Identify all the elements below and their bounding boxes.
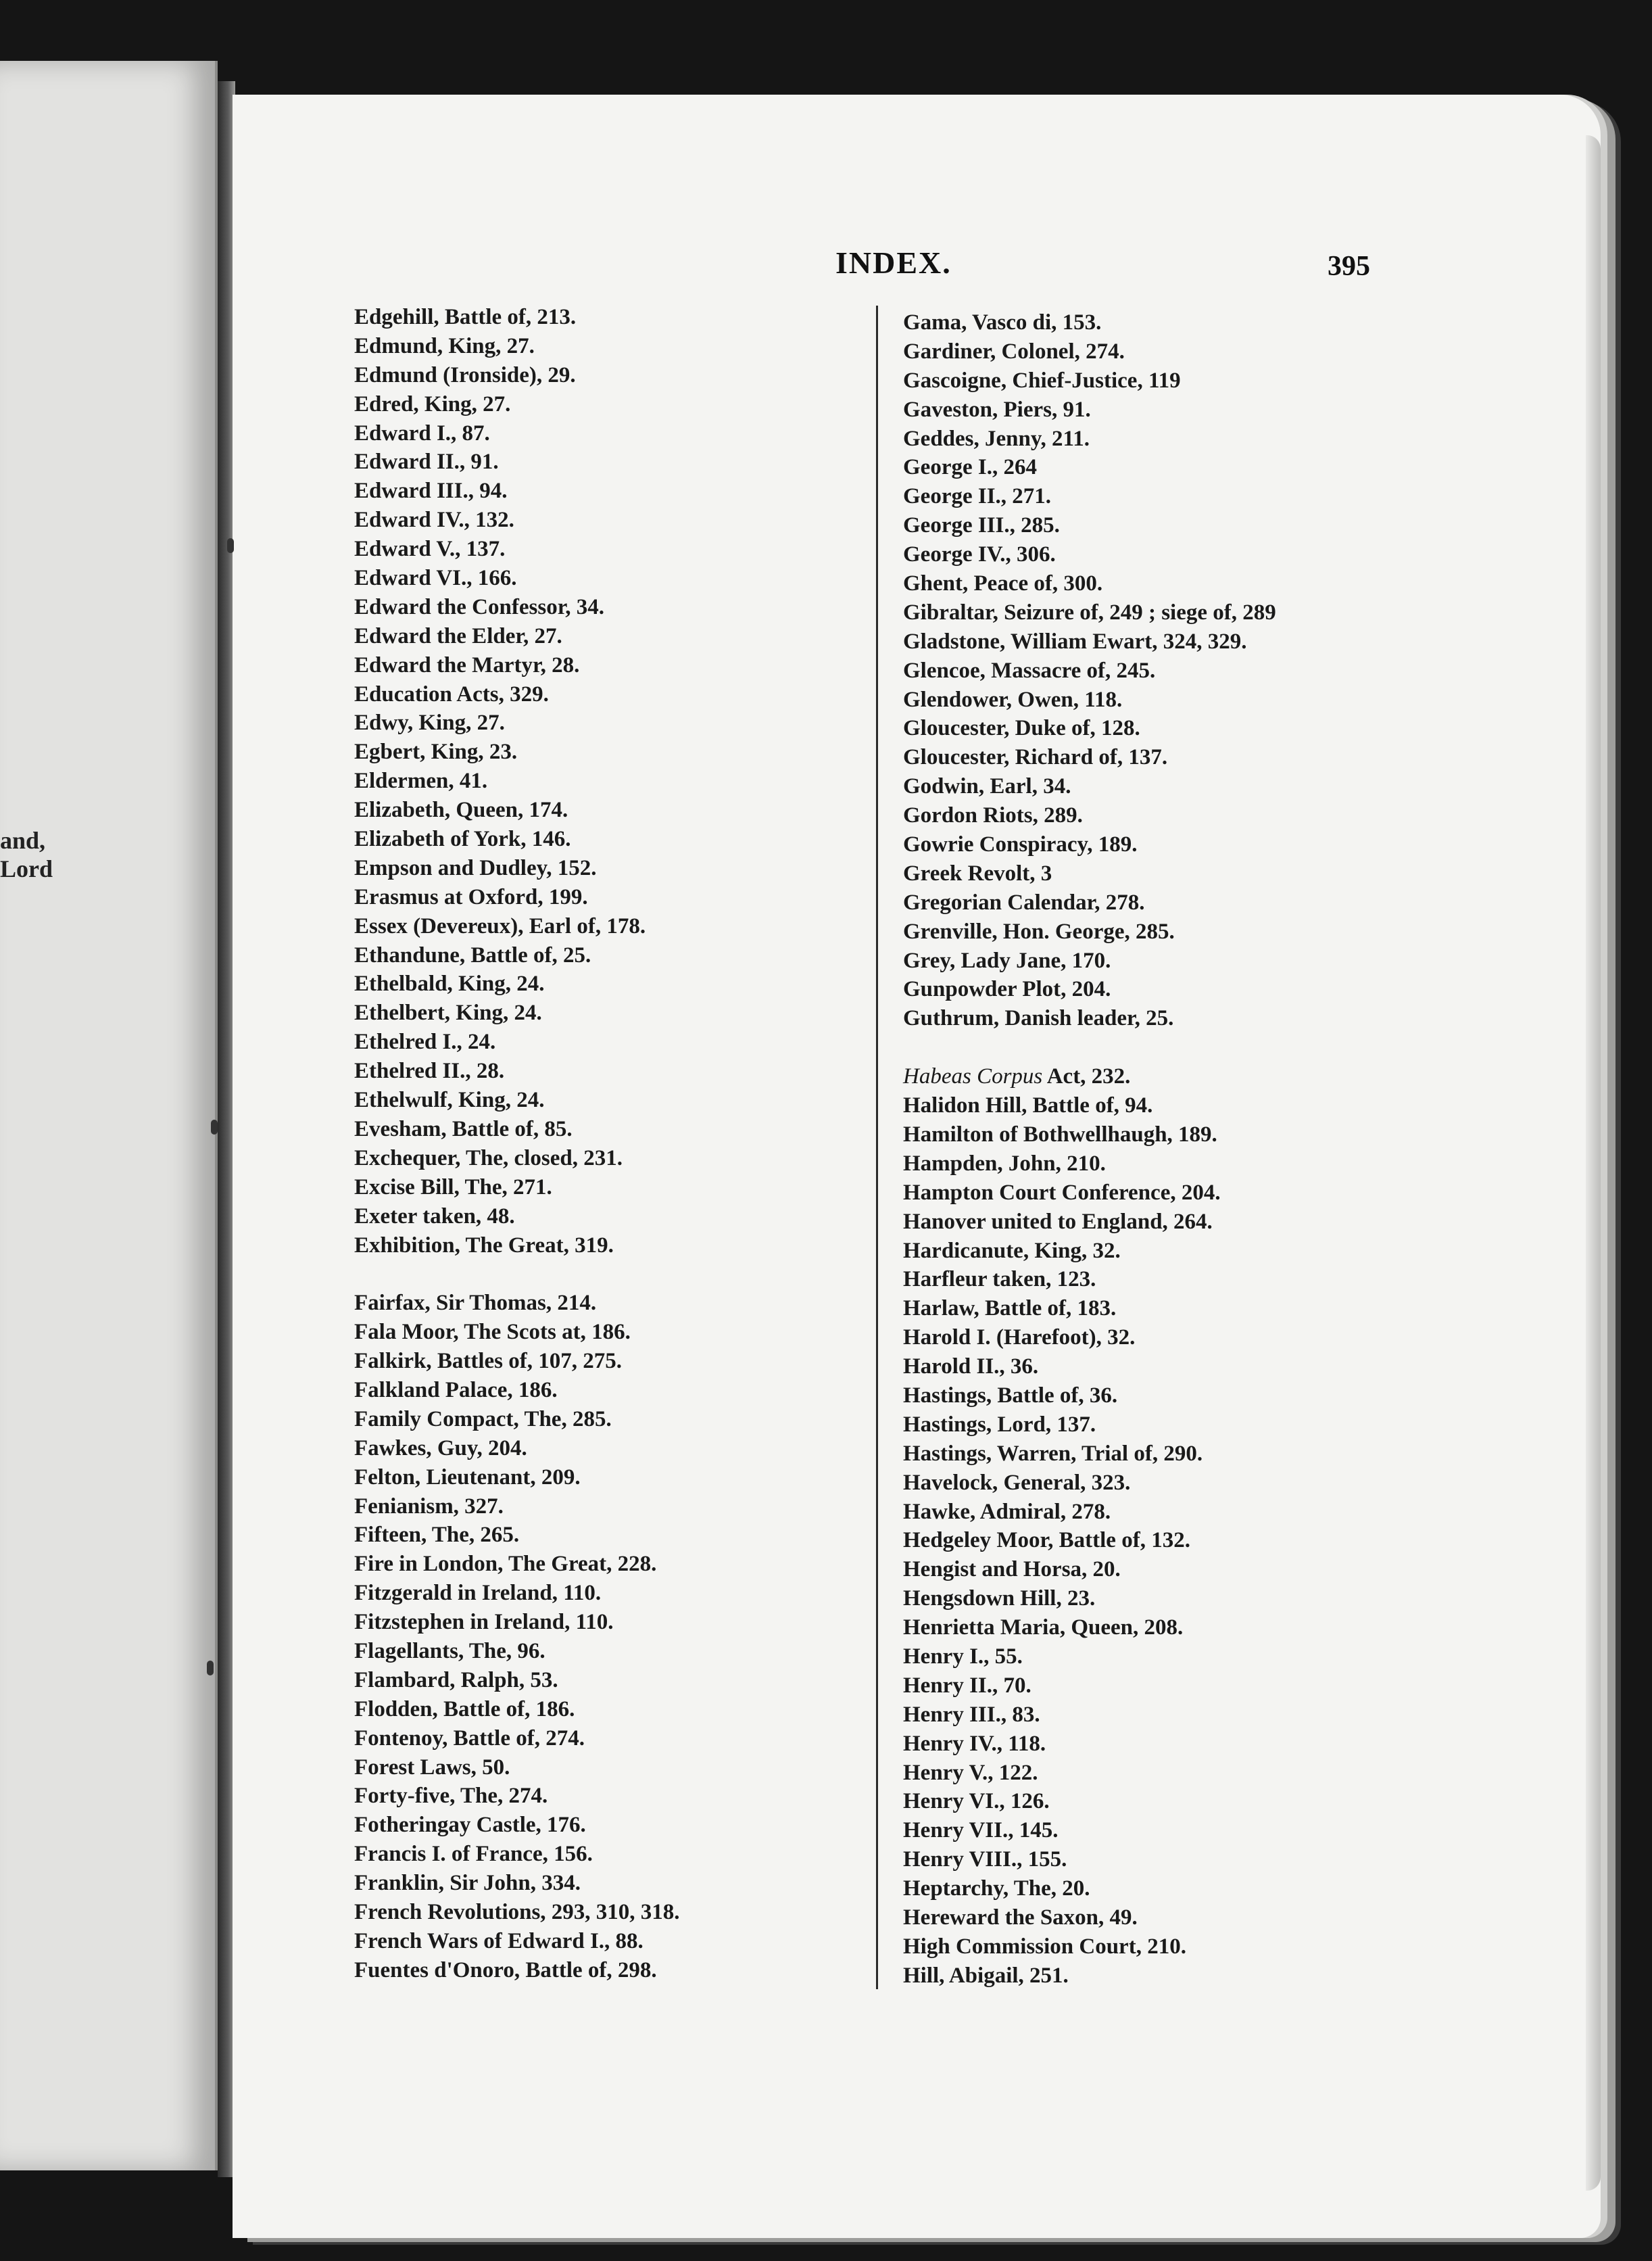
index-entry: Edward the Elder, 27. (354, 623, 562, 648)
index-entry: Hill, Abigail, 251. (903, 1963, 1069, 1988)
index-entry: Godwin, Earl, 34. (903, 774, 1071, 799)
index-entry: Gowrie Conspiracy, 189. (903, 832, 1138, 857)
italic-term: Habeas Corpus (903, 1064, 1043, 1089)
index-entry: Gloucester, Duke of, 128. (903, 716, 1140, 741)
facing-page-line: and, (0, 827, 46, 854)
index-entry: Edward the Martyr, 28. (354, 652, 580, 677)
index-entry: Empson and Dudley, 152. (354, 855, 597, 880)
index-entry: Havelock, General, 323. (903, 1470, 1131, 1495)
facing-page-line: Lord (0, 855, 53, 882)
index-entry: Francis I. of France, 156. (354, 1842, 593, 1867)
index-entry: Henry V., 122. (903, 1760, 1038, 1785)
index-section-gap (903, 1033, 1417, 1062)
index-entry: Fitzgerald in Ireland, 110. (354, 1581, 602, 1606)
index-entry: Franklin, Sir John, 334. (354, 1871, 581, 1896)
index-entry: French Wars of Edward I., 88. (354, 1928, 643, 1953)
index-entry: Gordon Riots, 289. (903, 803, 1083, 828)
index-entry: Ethelbald, King, 24. (354, 972, 545, 997)
index-entry: French Revolutions, 293, 310, 318. (354, 1899, 680, 1924)
facing-page (0, 61, 218, 2170)
index-entry: Hanover united to England, 264. (903, 1209, 1213, 1234)
index-entry: Flambard, Ralph, 53. (354, 1667, 558, 1692)
index-entry (903, 1062, 1417, 1091)
index-entry: Edward the Confessor, 34. (354, 594, 605, 619)
index-entry: Ethelwulf, King, 24. (354, 1088, 545, 1113)
index-entry: Henry III., 83. (903, 1702, 1040, 1727)
index-entry: Greek Revolt, 3 (903, 861, 1052, 886)
index-entry: Gaveston, Piers, 91. (903, 397, 1091, 422)
index-entry: Gama, Vasco di, 153. (903, 310, 1102, 335)
index-entry: Edward II., 91. (354, 450, 499, 475)
index-entry: Hastings, Lord, 137. (903, 1412, 1096, 1437)
index-entry: Henry I., 55. (903, 1644, 1023, 1669)
index-entry: Edward IV., 132. (354, 508, 514, 533)
index-entry: Fawkes, Guy, 204. (354, 1435, 527, 1460)
index-entry: Falkirk, Battles of, 107, 275. (354, 1349, 622, 1374)
index-entry: Heptarchy, The, 20. (903, 1876, 1090, 1901)
index-entry: Ethelbert, King, 24. (354, 1001, 542, 1026)
index-entry: Glencoe, Massacre of, 245. (903, 658, 1156, 683)
index-section-gap (354, 1260, 854, 1289)
index-entry: Hengist and Horsa, 20. (903, 1557, 1121, 1582)
index-entry-text: Act, 232. (1046, 1064, 1131, 1089)
index-entry: Henry VII., 145. (903, 1818, 1059, 1843)
index-entry: Edward III., 94. (354, 479, 508, 504)
index-entry: Fenianism, 327. (354, 1494, 504, 1519)
index-entry: Grey, Lady Jane, 170. (903, 948, 1111, 973)
index-entry: Evesham, Battle of, 85. (354, 1116, 573, 1141)
index-entry: Exhibition, The Great, 319. (354, 1233, 614, 1258)
index-entry: Edmund (Ironside), 29. (354, 362, 576, 387)
index-entry: Hamilton of Bothwellhaugh, 189. (903, 1122, 1217, 1147)
index-entry: Fifteen, The, 265. (354, 1523, 520, 1548)
index-entry: George IV., 306. (903, 542, 1056, 567)
index-entry: Excise Bill, The, 271. (354, 1174, 552, 1199)
index-entry: Flagellants, The, 96. (354, 1638, 545, 1663)
index-column-left (354, 303, 854, 1985)
index-entry: Edward I., 87. (354, 421, 490, 446)
index-entry: Egbert, King, 23. (354, 740, 518, 765)
index-entry: High Commission Court, 210. (903, 1934, 1186, 1959)
index-entry: Fire in London, The Great, 228. (354, 1552, 657, 1577)
index-entry: Gascoigne, Chief-Justice, 119 (903, 368, 1181, 393)
index-entry: Hereward the Saxon, 49. (903, 1905, 1138, 1930)
index-entry: Glendower, Owen, 118. (903, 687, 1123, 712)
index-entry: Edgehill, Battle of, 213. (354, 305, 577, 329)
ink-speck (227, 538, 234, 553)
index-entry: Erasmus at Oxford, 199. (354, 884, 588, 909)
index-entry: Hawke, Admiral, 278. (903, 1499, 1111, 1524)
index-entry: Gunpowder Plot, 204. (903, 977, 1111, 1002)
index-entry: George III., 285. (903, 513, 1060, 538)
index-entry: Geddes, Jenny, 211. (903, 426, 1090, 451)
page-number: 395 (1328, 251, 1370, 282)
running-head: INDEX. (835, 245, 952, 280)
index-entry: Gibraltar, Seizure of, 249 ; siege of, 289 (903, 600, 1276, 625)
index-entry: Halidon Hill, Battle of, 94. (903, 1093, 1153, 1118)
index-entry: Hengsdown Hill, 23. (903, 1586, 1096, 1611)
index-entry: Felton, Lieutenant, 209. (354, 1465, 581, 1490)
index-entry: Fala Moor, The Scots at, 186. (354, 1320, 631, 1345)
index-entry: Henry VI., 126. (903, 1789, 1050, 1814)
index-entry: Grenville, Hon. George, 285. (903, 919, 1175, 944)
index-entry: Gladstone, William Ewart, 324, 329. (903, 629, 1247, 654)
index-entry: Forest Laws, 50. (354, 1755, 510, 1780)
index-entry: Eldermen, 41. (354, 769, 488, 794)
index-entry: Edred, King, 27. (354, 391, 511, 416)
index-entry: Harfleur taken, 123. (903, 1267, 1096, 1292)
index-entry: Harold I. (Harefoot), 32. (903, 1325, 1136, 1350)
index-entry: Education Acts, 329. (354, 682, 549, 707)
index-entry: Gregorian Calendar, 278. (903, 890, 1145, 915)
ink-speck (211, 1120, 218, 1135)
index-entry: Essex (Devereux), Earl of, 178. (354, 913, 646, 938)
index-entry: Ethelred II., 28. (354, 1059, 505, 1084)
index-entry: Fotheringay Castle, 176. (354, 1813, 586, 1838)
index-entry: Harlaw, Battle of, 183. (903, 1296, 1117, 1321)
index-entry: Fairfax, Sir Thomas, 214. (354, 1291, 597, 1316)
index-entry: Falkland Palace, 186. (354, 1377, 558, 1402)
index-entry: Gloucester, Richard of, 137. (903, 745, 1168, 770)
index-entry: Forty-five, The, 274. (354, 1784, 548, 1809)
index-entry: Exeter taken, 48. (354, 1204, 515, 1229)
index-entry: Exchequer, The, closed, 231. (354, 1145, 623, 1170)
ink-speck (207, 1661, 214, 1675)
index-entry: Henry VIII., 155. (903, 1847, 1067, 1872)
index-entry: George II., 271. (903, 484, 1052, 509)
index-entry: Hampden, John, 210. (903, 1151, 1106, 1176)
index-entry: Fontenoy, Battle of, 274. (354, 1726, 585, 1751)
index-entry: Family Compact, The, 285. (354, 1406, 612, 1431)
index-entry: Guthrum, Danish leader, 25. (903, 1006, 1174, 1031)
index-entry: George I., 264 (903, 455, 1037, 480)
index-entry: Ghent, Peace of, 300. (903, 571, 1103, 596)
index-entry: Edward V., 137. (354, 537, 506, 562)
index-entry: Edward VI., 166. (354, 566, 517, 591)
index-entry: Hastings, Battle of, 36. (903, 1383, 1118, 1408)
index-entry: Henry IV., 118. (903, 1731, 1046, 1756)
index-entry: Edmund, King, 27. (354, 333, 535, 358)
index-entry: Fuentes d'Onoro, Battle of, 298. (354, 1957, 657, 1982)
index-column-right (903, 308, 1417, 1991)
index-entry: Edwy, King, 27. (354, 711, 505, 736)
index-entry: Elizabeth of York, 146. (354, 827, 571, 852)
index-entry: Gardiner, Colonel, 274. (903, 339, 1125, 364)
index-entry: Henrietta Maria, Queen, 208. (903, 1615, 1184, 1640)
index-entry: Elizabeth, Queen, 174. (354, 798, 568, 823)
index-entry: Ethandune, Battle of, 25. (354, 943, 591, 968)
index-entry: Harold II., 36. (903, 1354, 1039, 1379)
index-entry: Henry II., 70. (903, 1673, 1031, 1698)
index-entry: Hastings, Warren, Trial of, 290. (903, 1441, 1203, 1466)
index-entry: Hardicanute, King, 32. (903, 1238, 1121, 1263)
index-entry: Ethelred I., 24. (354, 1030, 496, 1055)
index-entry: Hampton Court Conference, 204. (903, 1180, 1221, 1205)
index-entry: Hedgeley Moor, Battle of, 132. (903, 1528, 1190, 1553)
index-entry: Fitzstephen in Ireland, 110. (354, 1610, 614, 1635)
column-divider (876, 306, 878, 1989)
index-entry: Flodden, Battle of, 186. (354, 1696, 575, 1721)
